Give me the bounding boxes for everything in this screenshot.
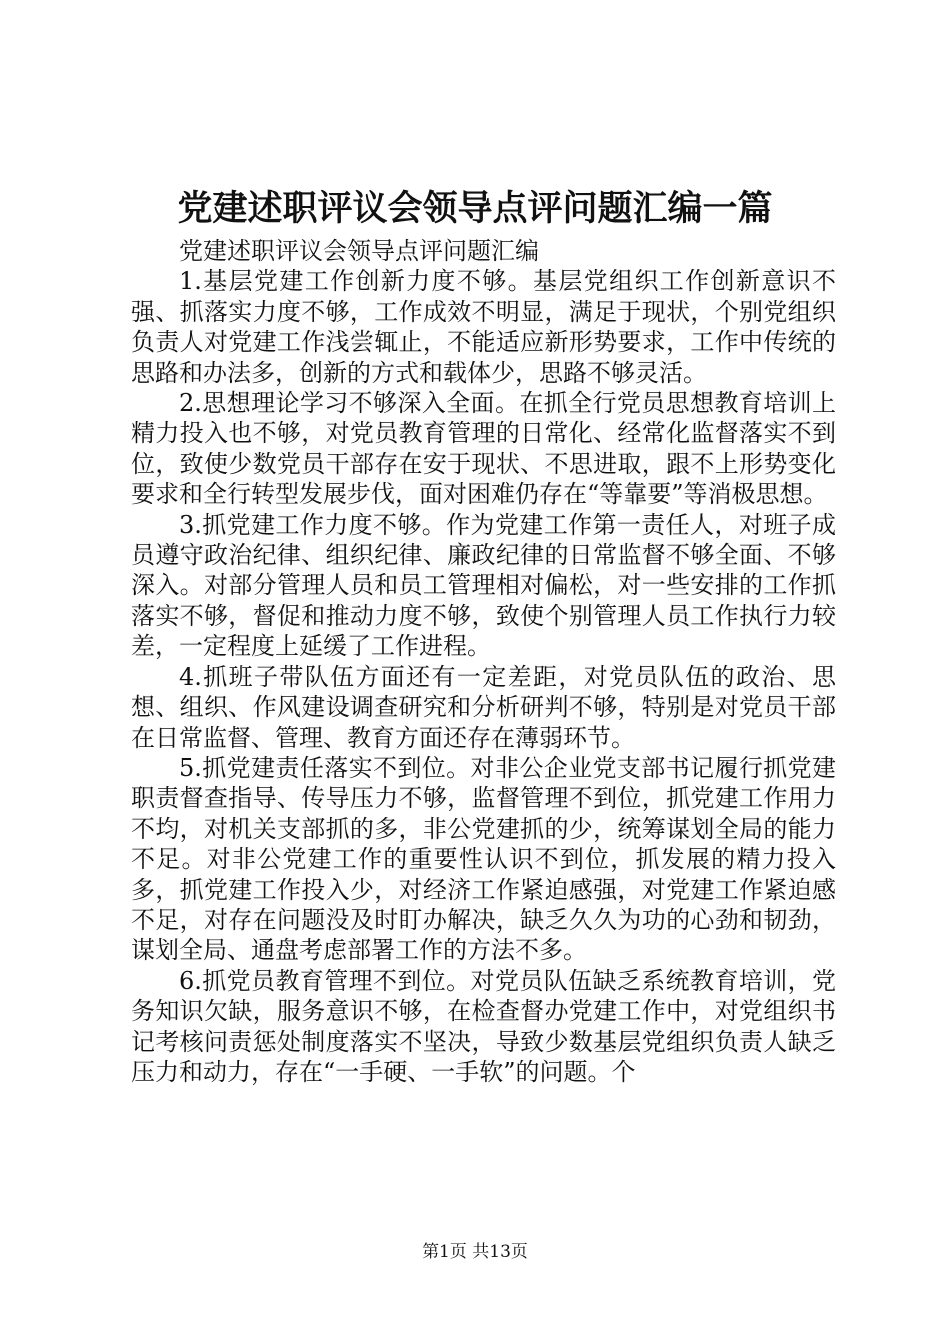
document-title: 党建述职评议会领导点评问题汇编一篇 (177, 188, 773, 229)
paragraph-6: 6.抓党员教育管理不到位。对党员队伍缺乏系统教育培训，党务知识欠缺，服务意识不够，在检查督办党建工作中，对党组织书记考核问责惩处制度落实不坚决，导致少数基层党组织负责人缺乏压力和动力，存在“一手硬、一手软”的问题。个 (131, 966, 836, 1086)
paragraph-4: 4.抓班子带队伍方面还有一定差距，对党员队伍的政治、思想、组织、作风建设调查研究和分析研判不够，特别是对党员干部在日常监督、管理、教育方面还存在薄弱环节。 (131, 662, 836, 752)
document-subtitle: 党建述职评议会领导点评问题汇编 (179, 237, 539, 265)
paragraph-1: 1.基层党建工作创新力度不够。基层党组织工作创新意识不强、抓落实力度不够，工作成效不明显，满足于现状，个别党组织负责人对党建工作浅尝辄止，不能适应新形势要求，工作中传统的思路和办法多，创新的方式和载体少，思路不够灵活。 (131, 267, 836, 387)
page-footer: 第1页 共13页 (422, 1242, 528, 1262)
paragraph-3: 3.抓党建工作力度不够。作为党建工作第一责任人，对班子成员遵守政治纪律、组织纪律、廉政纪律的日常监督不够全面、不够深入。对部分管理人员和员工管理相对偏松，对一些安排的工作抓落实不够，督促和推动力度不够，致使个别管理人员工作执行力较差，一定程度上延缓了工作进程。 (131, 510, 836, 661)
paragraph-2: 2.思想理论学习不够深入全面。在抓全行党员思想教育培训上精力投入也不够，对党员教育管理的日常化、经常化监督落实不到位，致使少数党员干部存在安于现状、不思进取，跟不上形势变化要求和全行转型发展步伐，面对困难仍存在“等靠要”等消极思想。 (131, 389, 836, 509)
document-body (131, 236, 836, 1087)
paragraph-5: 5.抓党建责任落实不到位。对非公企业党支部书记履行抓党建职责督查指导、传导压力不够，监督管理不到位，抓党建工作用力不均，对机关支部抓的多，非公党建抓的少，统筹谋划全局的能力不足。对非公党建工作的重要性认识不到位，抓发展的精力投入多，抓党建工作投入少，对经济工作紧迫感强，对党建工作紧迫感不足，对存在问题没及时盯办解决，缺乏久久为功的心劲和韧劲，谋划全局、通盘考虑部署工作的方法不多。 (131, 753, 836, 965)
